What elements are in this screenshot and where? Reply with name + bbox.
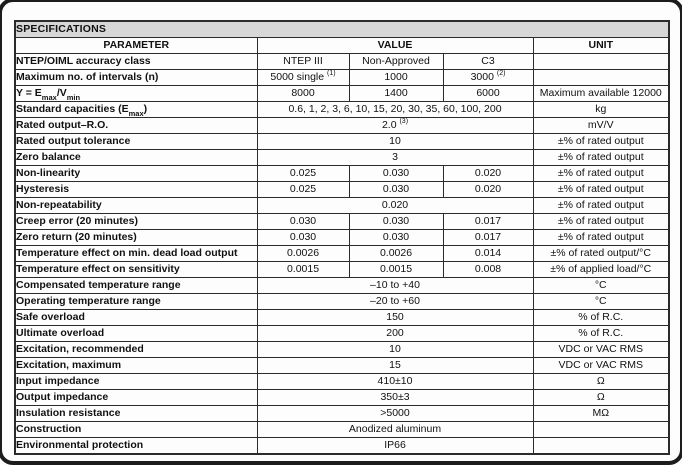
unit-cell: ±% of rated output <box>533 166 669 182</box>
value-cell: 3 <box>257 150 533 166</box>
parameter-cell: Construction <box>15 422 257 438</box>
table-row <box>15 150 669 166</box>
value-cell: –10 to +40 <box>257 278 533 294</box>
unit-cell <box>533 422 669 438</box>
value-cell: 0.030 <box>349 182 443 198</box>
unit-cell: ±% of rated output <box>533 134 669 150</box>
parameter-cell: Temperature effect on sensitivity <box>15 262 257 278</box>
value-cell: NTEP III <box>257 54 349 70</box>
value-cell: 0.020 <box>443 166 533 182</box>
value-cell: IP66 <box>257 438 533 455</box>
value-cell: 0.030 <box>349 166 443 182</box>
value-cell: 0.030 <box>257 230 349 246</box>
parameter-cell: Rated output tolerance <box>15 134 257 150</box>
value-cell: 10 <box>257 342 533 358</box>
unit-cell: ±% of rated output <box>533 150 669 166</box>
unit-cell: Maximum available 12000 <box>533 86 669 102</box>
parameter-cell: $Y = E_{max}/V_{min}$ <box>15 86 257 102</box>
table-row <box>15 230 669 246</box>
value-cell: 0.6, 1, 2, 3, 6, 10, 15, 20, 30, 35, 60, 100, 200 <box>257 102 533 118</box>
value-cell: 150 <box>257 310 533 326</box>
value-cell: 0.017 <box>443 214 533 230</box>
unit-cell: °C <box>533 294 669 310</box>
parameter-cell: Excitation, recommended <box>15 342 257 358</box>
value-cell: 0.030 <box>257 214 349 230</box>
value-cell: –20 to +60 <box>257 294 533 310</box>
value-cell: Anodized aluminum <box>257 422 533 438</box>
value-cell: 0.008 <box>443 262 533 278</box>
parameter-cell: Maximum no. of intervals (n) <box>15 70 257 86</box>
table-row <box>15 214 669 230</box>
unit-cell: mV/V <box>533 118 669 134</box>
column-header-unit: UNIT <box>533 38 669 54</box>
parameter-cell: Creep error (20 minutes) <box>15 214 257 230</box>
value-cell: C3 <box>443 54 533 70</box>
table-row <box>15 134 669 150</box>
table-row <box>15 438 669 455</box>
value-cell: 350±3 <box>257 390 533 406</box>
table-row <box>15 374 669 390</box>
value-cell: 6000 <box>443 86 533 102</box>
parameter-cell: Ultimate overload <box>15 326 257 342</box>
table-row <box>15 342 669 358</box>
table-row <box>15 102 669 118</box>
table-row <box>15 182 669 198</box>
table-row <box>15 54 669 70</box>
value-cell: 0.014 <box>443 246 533 262</box>
parameter-cell: Insulation resistance <box>15 406 257 422</box>
parameter-cell: Rated output–R.O. <box>15 118 257 134</box>
column-header-row <box>15 38 669 54</box>
parameter-cell: Excitation, maximum <box>15 358 257 374</box>
column-header-parameter: PARAMETER <box>15 38 257 54</box>
value-cell: >5000 <box>257 406 533 422</box>
unit-cell: Ω <box>533 390 669 406</box>
value-cell: 10 <box>257 134 533 150</box>
parameter-cell: Standard capacities $(E_{max})$ <box>15 102 257 118</box>
table-row <box>15 326 669 342</box>
parameter-cell: Operating temperature range <box>15 294 257 310</box>
parameter-cell: Hysteresis <box>15 182 257 198</box>
unit-cell <box>533 70 669 86</box>
value-cell: 200 <box>257 326 533 342</box>
parameter-cell: Environmental protection <box>15 438 257 455</box>
table-row <box>15 294 669 310</box>
table-row <box>15 246 669 262</box>
unit-cell: ±% of rated output/°C <box>533 246 669 262</box>
unit-cell: ±% of rated output <box>533 182 669 198</box>
parameter-cell: Compensated temperature range <box>15 278 257 294</box>
parameter-cell: Non-repeatability <box>15 198 257 214</box>
value-cell: 0.030 <box>349 230 443 246</box>
value-cell: 5000 single $^{(1)}$ <box>257 70 349 86</box>
table-row <box>15 406 669 422</box>
table-row <box>15 198 669 214</box>
value-cell: 1000 <box>349 70 443 86</box>
parameter-cell: Temperature effect on min. dead load output <box>15 246 257 262</box>
parameter-cell: Output impedance <box>15 390 257 406</box>
value-cell: Non-Approved <box>349 54 443 70</box>
value-cell: 1400 <box>349 86 443 102</box>
table-row <box>15 70 669 86</box>
unit-cell: ±% of applied load/°C <box>533 262 669 278</box>
specifications-table <box>14 20 670 455</box>
value-cell: 0.020 <box>443 182 533 198</box>
value-cell: 0.025 <box>257 182 349 198</box>
spec-table-body <box>15 54 669 455</box>
unit-cell: % of R.C. <box>533 326 669 342</box>
unit-cell: °C <box>533 278 669 294</box>
unit-cell <box>533 54 669 70</box>
table-row <box>15 390 669 406</box>
unit-cell: % of R.C. <box>533 310 669 326</box>
value-cell: 0.0026 <box>349 246 443 262</box>
table-title: SPECIFICATIONS <box>15 21 669 38</box>
unit-cell: Ω <box>533 374 669 390</box>
table-title-row <box>15 21 669 38</box>
value-cell: 8000 <box>257 86 349 102</box>
value-cell: 0.017 <box>443 230 533 246</box>
table-row <box>15 278 669 294</box>
value-cell: 0.030 <box>349 214 443 230</box>
parameter-cell: Zero return (20 minutes) <box>15 230 257 246</box>
table-row <box>15 262 669 278</box>
table-row <box>15 86 669 102</box>
unit-cell <box>533 438 669 455</box>
value-cell: 410±10 <box>257 374 533 390</box>
table-row <box>15 358 669 374</box>
unit-cell: ±% of rated output <box>533 214 669 230</box>
table-row <box>15 118 669 134</box>
unit-cell: ±% of rated output <box>533 198 669 214</box>
unit-cell: MΩ <box>533 406 669 422</box>
unit-cell: VDC or VAC RMS <box>533 358 669 374</box>
parameter-cell: Input impedance <box>15 374 257 390</box>
column-header-value: VALUE <box>257 38 533 54</box>
unit-cell: VDC or VAC RMS <box>533 342 669 358</box>
value-cell: 0.0015 <box>257 262 349 278</box>
value-cell: 15 <box>257 358 533 374</box>
parameter-cell: Non-linearity <box>15 166 257 182</box>
parameter-cell: Zero balance <box>15 150 257 166</box>
value-cell: 0.025 <box>257 166 349 182</box>
parameter-cell: NTEP/OIML accuracy class <box>15 54 257 70</box>
value-cell: 3000 $^{(2)}$ <box>443 70 533 86</box>
value-cell: 0.0026 <box>257 246 349 262</box>
parameter-cell: Safe overload <box>15 310 257 326</box>
unit-cell: ±% of rated output <box>533 230 669 246</box>
unit-cell: kg <box>533 102 669 118</box>
table-row <box>15 166 669 182</box>
table-row <box>15 310 669 326</box>
value-cell: 0.020 <box>257 198 533 214</box>
table-row <box>15 422 669 438</box>
value-cell: 0.0015 <box>349 262 443 278</box>
value-cell: 2.0 $^{(3)}$ <box>257 118 533 134</box>
